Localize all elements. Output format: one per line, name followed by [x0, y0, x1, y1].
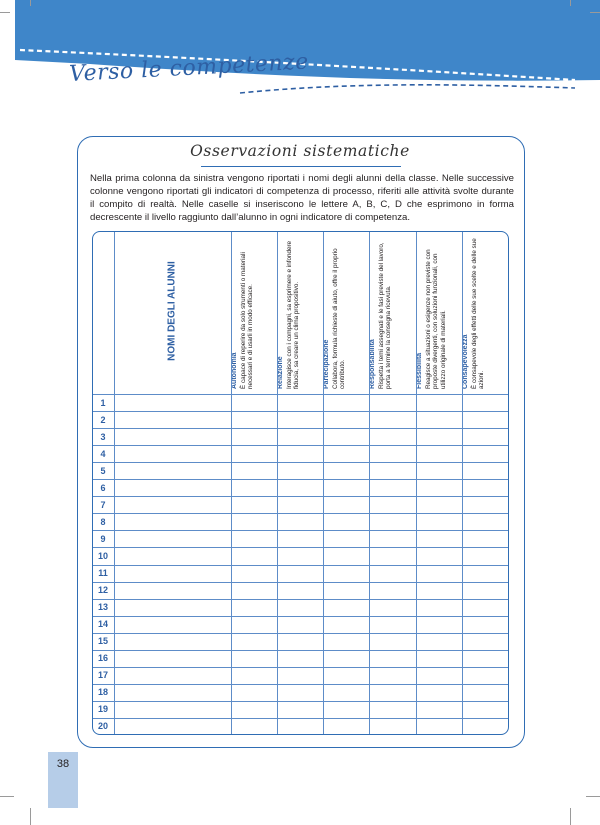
grade-cell[interactable] — [323, 667, 369, 684]
grade-cell[interactable] — [231, 411, 277, 428]
grade-cell[interactable] — [369, 684, 416, 701]
indicator-text — [462, 233, 506, 391]
grade-cell[interactable] — [369, 650, 416, 667]
indicator-text — [231, 233, 275, 391]
crop-mark — [0, 12, 10, 13]
grade-cell[interactable] — [277, 547, 323, 564]
row-number: 11 — [98, 568, 108, 579]
page-number: 38 — [56, 758, 70, 770]
student-name-cell[interactable] — [114, 701, 231, 718]
crop-mark — [586, 796, 600, 797]
grade-cell[interactable] — [231, 650, 277, 667]
grade-cell[interactable] — [323, 496, 369, 513]
row-number: 6 — [100, 482, 106, 493]
row-divider — [92, 582, 509, 583]
grade-cell[interactable] — [462, 650, 509, 667]
row-number: 18 — [97, 687, 108, 698]
grade-cell[interactable] — [231, 599, 277, 616]
row-divider — [92, 428, 509, 429]
grade-cell[interactable] — [416, 445, 462, 462]
grade-cell[interactable] — [462, 599, 509, 616]
grade-cell[interactable] — [277, 582, 323, 599]
student-name-cell[interactable] — [114, 565, 231, 582]
grade-cell[interactable] — [323, 547, 369, 564]
grade-cell[interactable] — [416, 718, 462, 735]
row-divider — [92, 667, 509, 668]
grade-cell[interactable] — [231, 462, 277, 479]
row-divider — [92, 701, 509, 702]
crop-mark — [0, 796, 14, 797]
indicator-description: È consapevole degli effetti delle sue scelte e delle sue azioni. — [470, 238, 486, 389]
grade-cell[interactable] — [416, 428, 462, 445]
indicator-header-4 — [369, 231, 416, 394]
grade-cell[interactable] — [462, 445, 509, 462]
grade-cell[interactable] — [462, 667, 509, 684]
student-name-cell[interactable] — [114, 496, 231, 513]
column-divider — [462, 231, 463, 735]
grade-cell[interactable] — [369, 633, 416, 650]
indicator-text — [416, 233, 460, 391]
row-divider — [92, 547, 509, 548]
row-number: 1 — [100, 397, 106, 408]
grade-cell[interactable] — [416, 547, 462, 564]
grade-cell[interactable] — [277, 684, 323, 701]
section-title: Verso le competenze — [68, 49, 310, 87]
grade-cell[interactable] — [416, 650, 462, 667]
row-number: 14 — [97, 619, 108, 630]
names-column-header — [114, 231, 231, 394]
intro-paragraph: Nella prima colonna da sinistra vengono riportati i nomi degli alunni della classe. Nelle successive colonne vengono riportati gli indicatori di competenza di processo, riferiti alle attività svolte durante il compito di realtà. Nelle caselle si inseriscono le lettere A, B, C, D che esprimono in forma decrescente il livello raggiunto dall’alunno in ogni indicatore di competenza. — [90, 173, 514, 223]
grade-cell[interactable] — [369, 394, 416, 411]
grade-cell[interactable] — [462, 411, 509, 428]
grade-cell[interactable] — [369, 667, 416, 684]
student-name-cell[interactable] — [114, 599, 231, 616]
grade-cell[interactable] — [416, 599, 462, 616]
grade-cell[interactable] — [416, 667, 462, 684]
grade-cell[interactable] — [416, 616, 462, 633]
grade-cell[interactable] — [231, 479, 277, 496]
grade-cell[interactable] — [369, 496, 416, 513]
grade-cell[interactable] — [369, 565, 416, 582]
row-divider — [92, 462, 509, 463]
grade-cell[interactable] — [416, 530, 462, 547]
row-divider — [92, 718, 509, 719]
grade-cell[interactable] — [277, 445, 323, 462]
grade-cell[interactable] — [462, 496, 509, 513]
grade-cell[interactable] — [323, 599, 369, 616]
row-number: 13 — [97, 602, 108, 613]
indicator-title: Relazione — [277, 356, 284, 389]
grade-cell[interactable] — [231, 547, 277, 564]
student-name-cell[interactable] — [114, 684, 231, 701]
row-divider — [92, 513, 509, 514]
grade-cell[interactable] — [369, 582, 416, 599]
row-number: 5 — [100, 465, 106, 476]
indicator-description: Interagisce con i compagni, sa esprimere e infondere fiducia, sa creare un clima propositivo. — [285, 240, 301, 389]
student-name-cell[interactable] — [114, 445, 231, 462]
grade-cell[interactable] — [416, 462, 462, 479]
row-divider — [92, 633, 509, 634]
row-number: 10 — [97, 550, 108, 561]
grade-cell[interactable] — [231, 394, 277, 411]
grade-cell[interactable] — [323, 394, 369, 411]
grade-cell[interactable] — [323, 411, 369, 428]
row-number: 9 — [100, 533, 106, 544]
crop-mark — [590, 12, 600, 13]
row-divider — [92, 445, 509, 446]
row-divider — [92, 479, 509, 480]
grade-cell[interactable] — [462, 547, 509, 564]
grade-cell[interactable] — [462, 633, 509, 650]
row-number: 12 — [97, 585, 108, 596]
grade-cell[interactable] — [416, 701, 462, 718]
row-number: 20 — [97, 721, 108, 732]
grade-cell[interactable] — [369, 411, 416, 428]
indicator-text — [277, 233, 321, 391]
indicator-text — [323, 233, 367, 391]
grade-cell[interactable] — [369, 701, 416, 718]
grade-cell[interactable] — [369, 513, 416, 530]
grade-cell[interactable] — [416, 684, 462, 701]
grade-cell[interactable] — [369, 718, 416, 735]
row-divider — [92, 394, 509, 395]
grade-cell[interactable] — [416, 633, 462, 650]
crop-mark — [570, 808, 571, 825]
grade-cell[interactable] — [369, 445, 416, 462]
grade-cell[interactable] — [277, 650, 323, 667]
grade-cell[interactable] — [323, 479, 369, 496]
indicator-description: Collabora, formula richieste di aiuto, offre il proprio contributo. — [331, 248, 347, 389]
grade-cell[interactable] — [277, 411, 323, 428]
grade-cell[interactable] — [462, 582, 509, 599]
grade-cell[interactable] — [277, 462, 323, 479]
indicator-title: Consapevolezza — [462, 334, 469, 389]
grade-cell[interactable] — [416, 496, 462, 513]
grade-cell[interactable] — [231, 530, 277, 547]
grade-cell[interactable] — [462, 513, 509, 530]
grade-cell[interactable] — [277, 479, 323, 496]
grade-cell[interactable] — [323, 582, 369, 599]
column-divider — [323, 231, 324, 735]
grade-cell[interactable] — [462, 479, 509, 496]
grade-cell[interactable] — [277, 667, 323, 684]
indicator-header-2 — [277, 231, 323, 394]
grade-cell[interactable] — [369, 599, 416, 616]
grade-cell[interactable] — [277, 530, 323, 547]
student-name-cell[interactable] — [114, 513, 231, 530]
title-underline — [201, 166, 401, 167]
grade-cell[interactable] — [231, 633, 277, 650]
grade-cell[interactable] — [323, 565, 369, 582]
indicator-text — [369, 233, 413, 391]
indicator-title: Autonomia — [231, 352, 238, 389]
grade-cell[interactable] — [277, 701, 323, 718]
indicator-title: Partecipazione — [323, 339, 330, 389]
crop-mark — [30, 808, 31, 825]
student-name-cell[interactable] — [114, 479, 231, 496]
grade-cell[interactable] — [277, 394, 323, 411]
row-divider — [92, 565, 509, 566]
grade-cell[interactable] — [277, 718, 323, 735]
column-divider — [231, 231, 232, 735]
grade-cell[interactable] — [231, 445, 277, 462]
grade-cell[interactable] — [277, 513, 323, 530]
grade-cell[interactable] — [323, 650, 369, 667]
indicator-title: Flessibilità — [416, 352, 423, 389]
grade-cell[interactable] — [323, 684, 369, 701]
grade-cell[interactable] — [416, 582, 462, 599]
grade-cell[interactable] — [231, 496, 277, 513]
grade-cell[interactable] — [323, 701, 369, 718]
row-divider — [92, 530, 509, 531]
grade-cell[interactable] — [231, 718, 277, 735]
row-divider — [92, 496, 509, 497]
student-name-cell[interactable] — [114, 650, 231, 667]
grade-cell[interactable] — [369, 616, 416, 633]
row-number: 8 — [100, 516, 106, 527]
row-number: 4 — [100, 448, 106, 459]
grade-cell[interactable] — [462, 718, 509, 735]
grade-cell[interactable] — [323, 513, 369, 530]
row-divider — [92, 616, 509, 617]
crop-mark — [570, 0, 571, 6]
grade-cell[interactable] — [462, 394, 509, 411]
box-title: Osservazioni sistematiche — [190, 142, 410, 160]
indicator-header-5 — [416, 231, 462, 394]
grade-cell[interactable] — [277, 428, 323, 445]
row-divider — [92, 684, 509, 685]
grade-cell[interactable] — [323, 445, 369, 462]
indicator-header-3 — [323, 231, 369, 394]
names-header-label: NOMI DEGLI ALUNNI — [166, 261, 178, 361]
grade-cell[interactable] — [462, 565, 509, 582]
grade-cell[interactable] — [369, 462, 416, 479]
grade-cell[interactable] — [231, 582, 277, 599]
student-name-cell[interactable] — [114, 616, 231, 633]
column-divider — [416, 231, 417, 735]
grade-cell[interactable] — [369, 547, 416, 564]
grade-cell[interactable] — [231, 565, 277, 582]
column-divider — [277, 231, 278, 735]
grade-cell[interactable] — [323, 633, 369, 650]
indicator-description: È capace di reperire da solo strumenti o materiali necessari e di usarli in modo efficace. — [239, 252, 255, 389]
grade-cell[interactable] — [462, 462, 509, 479]
grade-cell[interactable] — [416, 479, 462, 496]
student-name-cell[interactable] — [114, 667, 231, 684]
grade-cell[interactable] — [231, 701, 277, 718]
student-name-cell[interactable] — [114, 718, 231, 735]
observation-table — [92, 231, 509, 735]
grade-cell[interactable] — [231, 513, 277, 530]
grade-cell[interactable] — [462, 530, 509, 547]
grade-cell[interactable] — [231, 616, 277, 633]
grade-cell[interactable] — [323, 530, 369, 547]
grade-cell[interactable] — [369, 530, 416, 547]
grade-cell[interactable] — [323, 462, 369, 479]
student-name-cell[interactable] — [114, 633, 231, 650]
grade-cell[interactable] — [277, 599, 323, 616]
grade-cell[interactable] — [462, 428, 509, 445]
column-divider — [114, 231, 115, 735]
row-divider — [92, 411, 509, 412]
row-number: 2 — [100, 414, 106, 425]
grade-cell[interactable] — [462, 701, 509, 718]
grade-cell[interactable] — [416, 565, 462, 582]
row-number: 17 — [97, 670, 108, 681]
grade-cell[interactable] — [231, 684, 277, 701]
student-name-cell[interactable] — [114, 582, 231, 599]
grade-cell[interactable] — [231, 667, 277, 684]
indicator-description: Rispetta i temi assegnati e le fasi previste del lavoro, porta a termine la consegna ricevuta. — [377, 242, 393, 389]
row-number: 15 — [97, 636, 108, 647]
grade-cell[interactable] — [416, 394, 462, 411]
indicator-header-1 — [231, 231, 277, 394]
student-name-cell[interactable] — [114, 462, 231, 479]
indicator-title: Responsabilità — [369, 339, 376, 389]
row-divider — [92, 599, 509, 600]
grade-cell[interactable] — [277, 616, 323, 633]
grade-cell[interactable] — [416, 411, 462, 428]
student-name-cell[interactable] — [114, 530, 231, 547]
indicator-description: Reagisce a situazioni o esigenze non previste con proposte divergenti, con soluzioni funzionali, con utilizzo originale di materiali. — [424, 249, 447, 389]
grade-cell[interactable] — [323, 616, 369, 633]
row-number: 7 — [100, 499, 106, 510]
column-divider — [369, 231, 370, 735]
row-divider — [92, 650, 509, 651]
grade-cell[interactable] — [462, 684, 509, 701]
grade-cell[interactable] — [323, 428, 369, 445]
row-number: 3 — [100, 431, 106, 442]
grade-cell[interactable] — [369, 428, 416, 445]
student-name-cell[interactable] — [114, 428, 231, 445]
grade-cell[interactable] — [369, 479, 416, 496]
grade-cell[interactable] — [231, 428, 277, 445]
indicator-header-6 — [462, 231, 509, 394]
grade-cell[interactable] — [277, 496, 323, 513]
grade-cell[interactable] — [277, 565, 323, 582]
student-name-cell[interactable] — [114, 547, 231, 564]
grade-cell[interactable] — [323, 718, 369, 735]
row-number: 19 — [97, 704, 108, 715]
grade-cell[interactable] — [462, 616, 509, 633]
student-name-cell[interactable] — [114, 394, 231, 411]
crop-mark — [30, 0, 31, 6]
grade-cell[interactable] — [277, 633, 323, 650]
row-number: 16 — [97, 653, 108, 664]
student-name-cell[interactable] — [114, 411, 231, 428]
grade-cell[interactable] — [416, 513, 462, 530]
